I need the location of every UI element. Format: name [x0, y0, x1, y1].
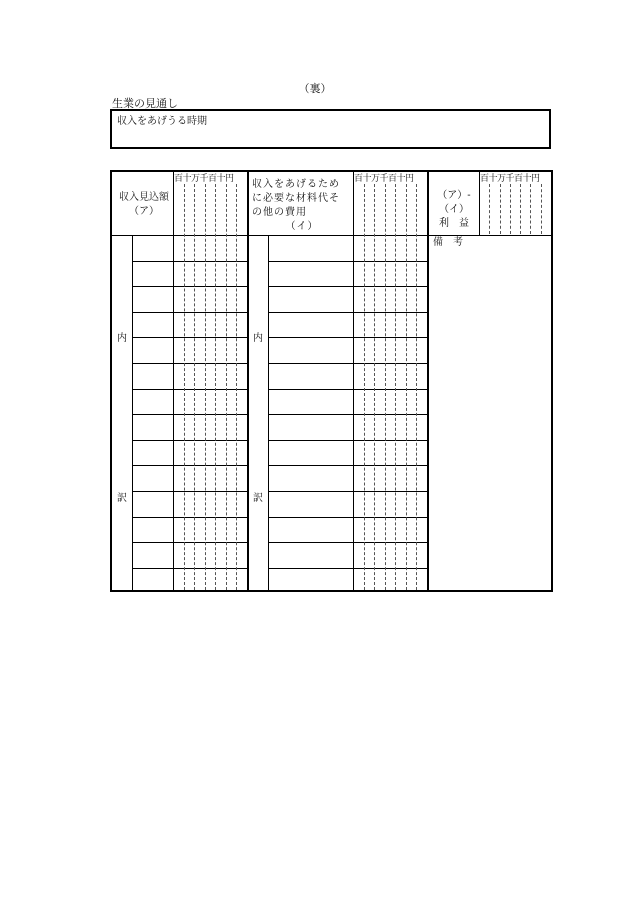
row-line: [132, 491, 247, 492]
col2-header: [252, 178, 352, 234]
row-line: [268, 542, 427, 543]
col3-digit-separator: [510, 184, 511, 234]
row-line: [268, 337, 427, 338]
row-line: [132, 261, 247, 262]
col2-digit-units: 百十万千百十円: [354, 174, 414, 184]
col3-header-line1: （ア）-（イ）: [437, 190, 471, 215]
col2-side-label-bottom: 訳: [253, 493, 263, 504]
row-line: [268, 286, 427, 287]
row-line: [132, 312, 247, 313]
row-line: [268, 389, 427, 390]
col3-digit-separator: [530, 184, 531, 234]
col1-digit-units: 百十万千百十円: [174, 174, 234, 184]
col1-header: [116, 191, 172, 219]
col2-digit-separator: [385, 184, 386, 590]
col2-digit-separator: [364, 184, 365, 590]
col2-side-label-top: 内: [253, 333, 263, 344]
row-line: [268, 465, 427, 466]
row-line: [132, 465, 247, 466]
income-timing-label: 収入をあげうる時期: [117, 116, 207, 127]
row-line: [268, 312, 427, 313]
row-line: [268, 414, 427, 415]
row-line: [132, 542, 247, 543]
col2-side-divider: [268, 235, 269, 590]
col1-side-label-top: 内: [117, 333, 127, 344]
col1-side-divider: [132, 235, 133, 590]
col1-header-line2: （ア）: [129, 206, 159, 217]
row-line: [132, 363, 247, 364]
row-line: [268, 491, 427, 492]
col3-digit-units: 百十万千百十円: [480, 174, 540, 184]
row-line: [132, 414, 247, 415]
row-line: [132, 440, 247, 441]
income-timing-field[interactable]: [110, 109, 551, 149]
col3-digit-separator: [500, 184, 501, 234]
row-line: [132, 337, 247, 338]
col3-header: [430, 189, 478, 231]
col2-header-line4: （イ）: [285, 221, 319, 232]
row-line: [132, 568, 247, 569]
col2-digit-separator: [416, 184, 417, 590]
col3-digit-separator: [541, 184, 542, 234]
col1-digit-separator: [236, 184, 237, 590]
col1-digit-separator: [226, 184, 227, 590]
col1-digit-separator: [205, 184, 206, 590]
row-line: [132, 517, 247, 518]
page-title: （裏）: [298, 82, 332, 95]
col1-side-label-bottom: 訳: [117, 493, 127, 504]
col2-header-line2: に必要な材料代そ: [252, 193, 340, 204]
col3-digit-separator: [520, 184, 521, 234]
col1-digit-separator: [184, 184, 185, 590]
row-line: [132, 389, 247, 390]
income-expense-table: [110, 170, 553, 592]
col1-header-line1: 収入見込額: [119, 192, 169, 203]
row-line: [132, 286, 247, 287]
row-line: [268, 440, 427, 441]
row-line: [268, 363, 427, 364]
col2-header-line1: 収入をあげるため: [252, 179, 340, 190]
section-title: 生業の見通し: [112, 97, 178, 110]
remarks-label: 備 考: [433, 237, 463, 248]
col3-digit-separator: [489, 184, 490, 234]
col2-header-line3: の他の費用: [252, 207, 307, 218]
row-line: [268, 517, 427, 518]
row-line: [268, 568, 427, 569]
col1-digit-separator: [194, 184, 195, 590]
header-bottom-line: [112, 235, 551, 236]
col2-digit-separator: [374, 184, 375, 590]
col2-digit-separator: [406, 184, 407, 590]
row-line: [268, 261, 427, 262]
col3-header-line2: 利 益: [439, 218, 469, 229]
col1-digit-separator: [215, 184, 216, 590]
col2-digit-separator: [395, 184, 396, 590]
